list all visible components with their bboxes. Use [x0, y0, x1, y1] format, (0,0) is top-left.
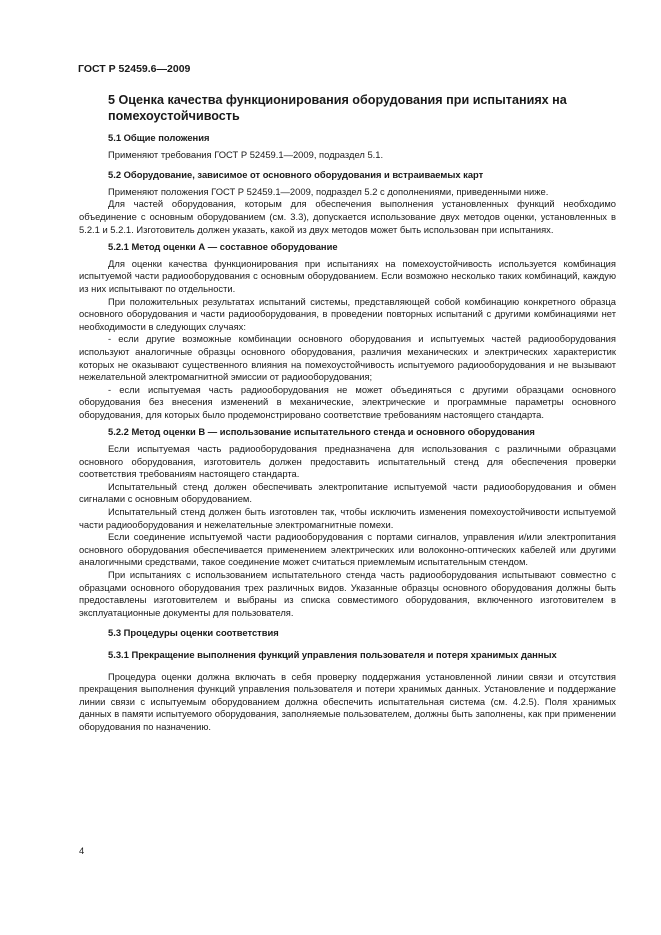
document-header: ГОСТ Р 52459.6—2009 [78, 63, 191, 75]
page-number: 4 [79, 845, 85, 856]
paragraph: Применяют требования ГОСТ Р 52459.1—2009, подраздел 5.1. [108, 148, 384, 160]
paragraph: Для частей оборудования, которым для обеспечения выполнения установленных функций необходимо объединение с основным оборудованием (см. 3.3), допускается использование двух методов оценки, установленных в 5.2.1 и 5.2.1. Изготовитель должен указать, какой из двух методов может быть использован при испытаниях. [79, 198, 616, 235]
section-5-3-1-title: 5.3.1 Прекращение выполнения функций управления пользователя и потеря хранимых данных [108, 648, 557, 660]
paragraph: Если испытуемая часть радиооборудования предназначена для использования с различными образцами основного оборудования, изготовитель должен предоставить испытательный стенд для обеспечения проверки соответствия требованиям настоящего стандарта. [79, 443, 616, 480]
paragraph: При испытаниях с использованием испытательного стенда часть радиооборудования испытывают совместно с образцами основного оборудования трех различных видов. Указанные образцы основного оборудования должны быть предоставлены изготовителем и выбраны из списка совместимого оборудования, включенного изготовителем в эксплуатационные документы для пользователя. [79, 569, 616, 618]
paragraph: Испытательный стенд должен быть изготовлен так, чтобы исключить изменения помехоустойчивости испытуемой части радиооборудования и нежелательные электромагнитные помехи. [79, 506, 616, 530]
document-body [79, 92, 616, 734]
section-5-3-title: 5.3 Процедуры оценки соответствия [108, 627, 279, 639]
section-5-2-1-title: 5.2.1 Метод оценки А — составное оборудование [108, 241, 338, 253]
paragraph: При положительных результатах испытаний системы, представляющей собой комбинацию конкретного образца основного оборудования и части радиооборудования, в проведении повторных испытаний с другими комбинациями нет необходимости в следующих случаях: [79, 295, 616, 332]
section-5-2-title: 5.2 Оборудование, зависимое от основного оборудования и встраиваемых карт [108, 169, 484, 181]
section-5-2-2-title: 5.2.2 Метод оценки В — использование испытательного стенда и основного оборудования [108, 426, 535, 438]
section-5-title: 5 Оценка качества функционирования оборудования при испытаниях на помехоустойчивость [108, 93, 567, 123]
paragraph: Применяют положения ГОСТ Р 52459.1—2009, подраздел 5.2 с дополнениями, приведенными ниже. [108, 185, 549, 197]
paragraph: Для оценки качества функционирования при испытаниях на помехоустойчивость используется комбинация испытуемой части радиооборудования с основным оборудованием. Если возможно несколько таких комбинаций, каждую из них испытывают по отдельности. [79, 257, 616, 294]
list-item: - если испытуемая часть радиооборудования не может объединяться с другими образцами основного оборудования без внесения изменений в механические, электрические и программные параметры основного оборудования, для которых было продемонстрировано соответствие требованиям настоящего стандарта. [79, 383, 616, 420]
section-5-1-title: 5.1 Общие положения [108, 132, 210, 143]
paragraph: Если соединение испытуемой части радиооборудования с портами сигналов, управления и/или электропитания основного оборудования обеспечивается применением электрических или волоконно-оптических кабелей или другими аналогичными средствами, такое соединение может считаться приемлемым испытательным стендом. [79, 531, 616, 568]
paragraph: Испытательный стенд должен обеспечивать электропитание испытуемой части радиооборудования и обмен сигналами с основным оборудованием. [79, 480, 616, 505]
list-item: - если другие возможные комбинации основного оборудования и испытуемых частей радиооборудования используют аналогичные образцы основного оборудования, различия механических и электрических характеристик которых не оказывают существенного влияния на помехоустойчивость испытуемого радиооборудования и не вызывают нежелательной электромагнитной эмиссии от радиооборудования; [79, 333, 616, 383]
paragraph: Процедура оценки должна включать в себя проверку поддержания установленной линии связи и отсутствия прекращения выполнения функций управления пользователя и потери хранимых данных. Установление и поддержание линии связи с испытуемым оборудованием должна обеспечить испытательная система (см. 4.2.5). Поля хранимых данных в памяти испытуемого оборудования, заполняемые пользователем, должны быть заполнены, как при применении оборудования по назначению. [79, 670, 616, 732]
